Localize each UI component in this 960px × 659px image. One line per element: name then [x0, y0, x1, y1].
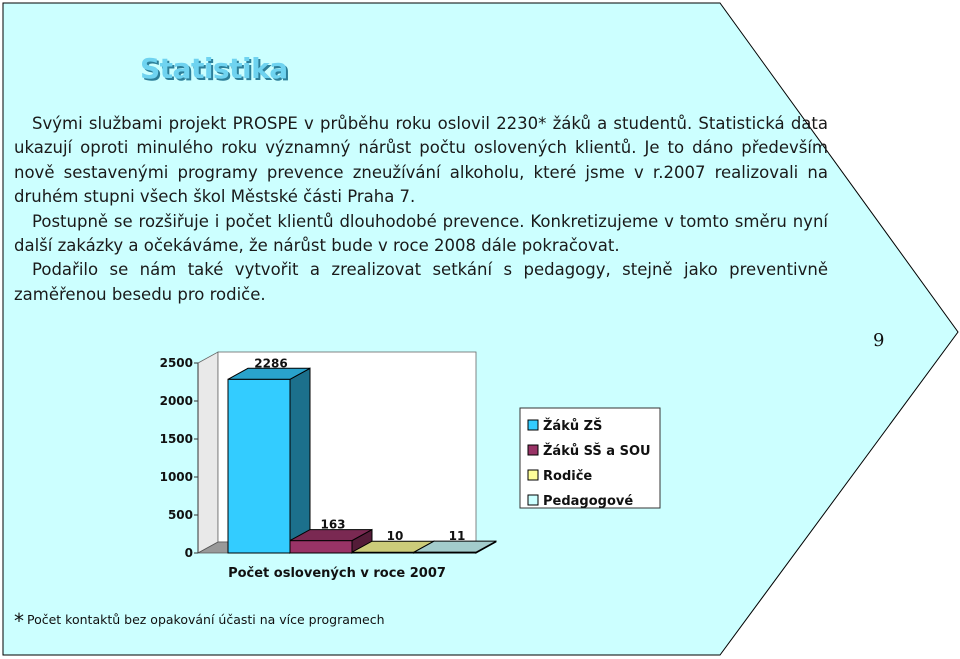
body-text — [14, 112, 828, 307]
bar-data-label: 11 — [448, 529, 466, 544]
y-tick-label: 1500 — [159, 432, 193, 446]
bar-data-label: 163 — [320, 517, 346, 532]
y-tick-label: 1000 — [159, 470, 193, 484]
page-number: 9 — [873, 330, 885, 351]
bar-side — [290, 368, 310, 553]
footnote-text: Počet kontaktů bez opakování účasti na více programech — [27, 612, 385, 627]
legend-swatch — [528, 495, 538, 505]
paragraph-intro: Svými službami projekt PROSPE v průběhu roku oslovil 2230* žáků a studentů. Statistická data ukazují oproti minulého roku významný nárůst počtu oslovených klientů. Je to dáno především nově sestavenými programy prevence zneužívání alkoholu, které jsme v r.2007 realizovali na druhém stupni všech škol Městské části Praha 7. — [14, 114, 828, 207]
x-category-label: Počet oslovených v roce 2007 — [228, 566, 446, 581]
paragraph-long-term: Postupně se rozšiřuje i počet klientů dlouhodobé prevence. Konkretizujeme v tomto směru nyní další zakázky a očekáváme, že nárůst bude v roce 2008 dále pokračovat. — [14, 211, 828, 256]
chart-side-wall — [198, 352, 218, 553]
legend-swatch — [528, 445, 538, 455]
bar-data-label: 2286 — [254, 356, 288, 371]
y-tick-label: 0 — [184, 546, 193, 560]
legend-swatch — [528, 470, 538, 480]
bar-front — [228, 379, 290, 553]
legend-entry: Žáků ZŠ — [543, 419, 603, 434]
footnote — [14, 609, 385, 633]
footnote-mark: * — [14, 609, 24, 633]
paragraph-teachers-parents: Podařilo se nám také vytvořit a zrealizovat setkání s pedagogy, stejně jako preventivně zaměřenou besedu pro rodiče. — [14, 260, 828, 304]
y-tick-label: 2500 — [159, 356, 193, 370]
y-tick-label: 2000 — [159, 394, 193, 408]
y-tick-label: 500 — [167, 508, 193, 522]
legend-swatch — [528, 420, 538, 430]
legend-entry: Rodiče — [543, 469, 593, 484]
slide-title: Statistika — [140, 52, 288, 85]
legend-entry: Žáků SŠ a SOU — [543, 444, 651, 459]
bar-chart — [150, 345, 680, 585]
legend-entry: Pedagogové — [543, 494, 634, 509]
bar-data-label: 10 — [386, 529, 404, 544]
bar-front — [290, 541, 352, 553]
